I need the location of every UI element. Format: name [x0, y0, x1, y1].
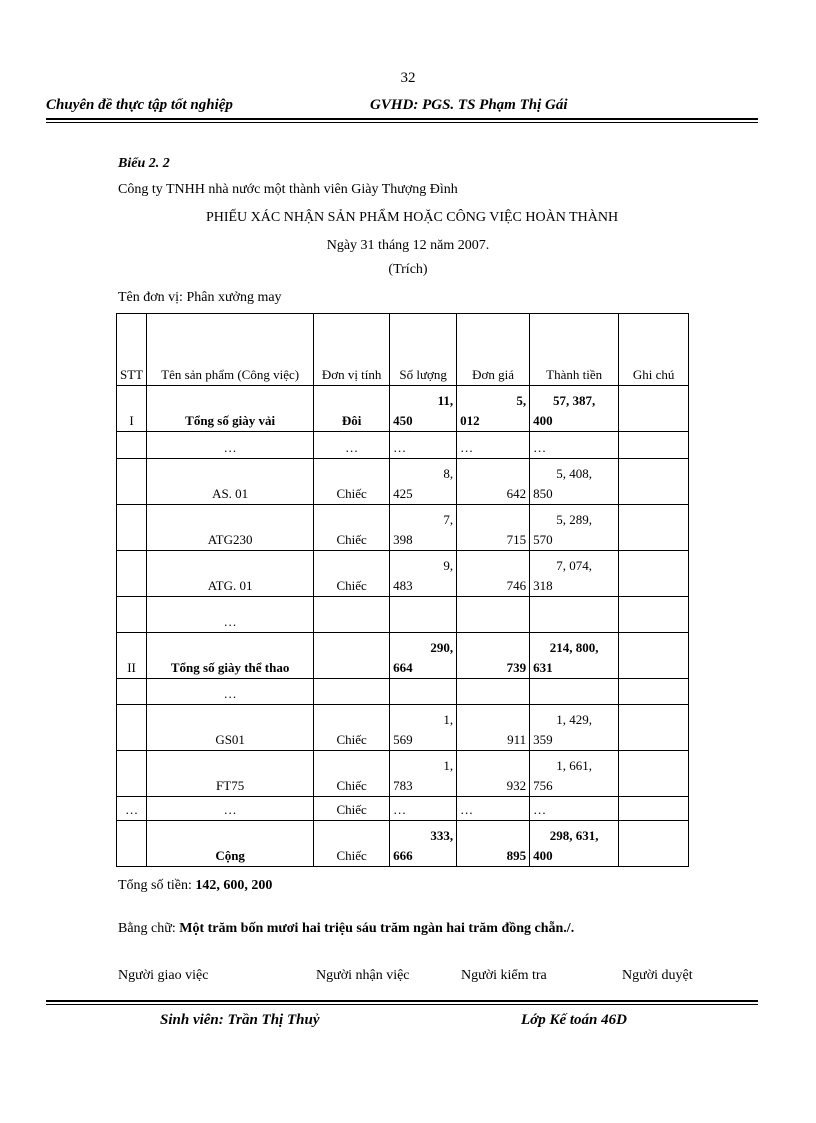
cell-product-name — [147, 751, 314, 797]
cell-stt — [117, 705, 147, 751]
cell-quantity — [390, 551, 457, 597]
cell-product-name — [147, 705, 314, 751]
total-value: 142, 600, 200 — [195, 878, 273, 893]
cell-unit-text: … — [345, 440, 359, 455]
cell-quantity-text: 1, — [443, 712, 454, 727]
cell-unit-price-text: 642 — [506, 486, 527, 501]
cell-amount-text: 359 — [533, 732, 553, 747]
cell-unit-price — [457, 705, 530, 751]
products-table — [116, 313, 689, 867]
cell-unit-price-text: … — [460, 440, 474, 455]
cell-amount — [530, 821, 619, 867]
cell-stt — [117, 633, 147, 679]
header-note: Ghi chú — [619, 314, 689, 386]
cell-note — [619, 821, 689, 867]
cell-quantity-text: … — [393, 802, 407, 817]
cell-amount-text: 298, 631, — [549, 828, 599, 843]
cell-unit — [314, 705, 390, 751]
cell-unit-price — [457, 386, 530, 432]
cell-unit-price-text: 715 — [506, 532, 527, 547]
cell-unit-price — [457, 679, 530, 705]
cell-stt — [117, 821, 147, 867]
header-stt: STT — [117, 314, 147, 386]
cell-amount-text: 400 — [533, 848, 553, 863]
cell-stt — [117, 386, 147, 432]
signature-approver: Người duyệt — [622, 968, 693, 983]
cell-amount — [530, 386, 619, 432]
cell-note — [619, 551, 689, 597]
cell-unit-text: Đôi — [341, 413, 362, 428]
cell-unit — [314, 751, 390, 797]
cell-unit-price-text: 5, — [516, 393, 527, 408]
cell-quantity — [390, 797, 457, 821]
cell-amount-text: 631 — [533, 660, 553, 675]
words-label: Bằng chữ: — [118, 921, 176, 936]
cell-unit-price — [457, 797, 530, 821]
signature-assigner: Người giao việc — [118, 968, 209, 983]
cell-quantity-text: 425 — [393, 486, 413, 501]
cell-unit — [314, 679, 390, 705]
table-row — [117, 679, 689, 705]
amount-in-words — [118, 921, 574, 937]
footer-rule — [46, 1000, 758, 1002]
extract-note: (Trích) — [388, 262, 428, 277]
cell-amount-text: 57, 387, — [553, 393, 596, 408]
cell-quantity — [390, 505, 457, 551]
cell-product-name — [147, 679, 314, 705]
cell-amount-text: … — [533, 440, 547, 455]
table-row — [117, 386, 689, 432]
cell-unit — [314, 821, 390, 867]
form-label: Biểu 2. 2 — [118, 156, 170, 171]
cell-unit-price-text: 895 — [506, 848, 527, 863]
cell-amount-text: … — [533, 802, 547, 817]
cell-stt-text: I — [129, 413, 134, 428]
cell-unit-price — [457, 551, 530, 597]
cell-stt — [117, 751, 147, 797]
cell-quantity — [390, 633, 457, 679]
cell-amount-text: 756 — [533, 778, 553, 793]
cell-note — [619, 797, 689, 821]
cell-amount-text: 850 — [533, 486, 553, 501]
cell-unit-text: Chiếc — [336, 532, 367, 547]
cell-amount-text: 5, 408, — [556, 466, 592, 481]
cell-product-name — [147, 551, 314, 597]
cell-unit-price-text: 932 — [506, 778, 527, 793]
cell-quantity — [390, 432, 457, 459]
document-title: PHIẾU XÁC NHẬN SẢN PHẨM HOẶC CÔNG VIỆC HOÀN THÀNH — [205, 210, 619, 225]
cell-stt — [117, 551, 147, 597]
cell-unit-price — [457, 751, 530, 797]
cell-unit-price-text: 012 — [460, 413, 480, 428]
cell-note — [619, 505, 689, 551]
cell-product-name — [147, 633, 314, 679]
cell-product-name-text: FT75 — [216, 778, 245, 793]
table-row — [117, 459, 689, 505]
cell-product-name-text: … — [223, 686, 237, 701]
cell-amount-text: 1, 661, — [556, 758, 592, 773]
cell-unit — [314, 459, 390, 505]
cell-stt — [117, 797, 147, 821]
cell-product-name — [147, 597, 314, 633]
cell-stt — [117, 679, 147, 705]
cell-quantity-text: 398 — [393, 532, 413, 547]
cell-unit-text: Chiếc — [336, 732, 367, 747]
cell-product-name-text: Cộng — [215, 848, 245, 863]
cell-amount — [530, 459, 619, 505]
cell-quantity-text: 783 — [393, 778, 413, 793]
cell-unit-price-text: 911 — [507, 732, 527, 747]
cell-quantity-text: 569 — [393, 732, 413, 747]
cell-unit — [314, 505, 390, 551]
cell-quantity — [390, 705, 457, 751]
cell-quantity-text: 1, — [443, 758, 454, 773]
table-row — [117, 705, 689, 751]
cell-amount-text: 1, 429, — [556, 712, 592, 727]
cell-quantity-text: 9, — [443, 558, 454, 573]
cell-amount — [530, 597, 619, 633]
cell-quantity-text: 11, — [437, 393, 454, 408]
cell-amount-text: 214, 800, — [549, 640, 599, 655]
footer-rule-thin — [46, 1004, 758, 1005]
company-name: Công ty TNHH nhà nước một thành viên Giày Thượng Đình — [118, 182, 458, 197]
cell-amount-text: 5, 289, — [556, 512, 592, 527]
cell-quantity — [390, 679, 457, 705]
header-advisor: GVHD: PGS. TS Phạm Thị Gái — [370, 97, 568, 113]
cell-note — [619, 386, 689, 432]
signature-receiver: Người nhận việc — [316, 968, 410, 983]
cell-unit-price — [457, 597, 530, 633]
cell-unit-text: Chiếc — [336, 486, 367, 501]
cell-quantity — [390, 459, 457, 505]
cell-note — [619, 597, 689, 633]
cell-amount — [530, 551, 619, 597]
cell-amount-text: 7, 074, — [556, 558, 592, 573]
table-header-row — [117, 314, 689, 386]
cell-quantity-text: 666 — [393, 848, 413, 863]
cell-amount-text: 570 — [533, 532, 553, 547]
cell-unit-price — [457, 821, 530, 867]
table-row — [117, 505, 689, 551]
cell-quantity-text: … — [393, 440, 407, 455]
cell-unit-price — [457, 505, 530, 551]
document-date: Ngày 31 tháng 12 năm 2007. — [326, 238, 490, 253]
cell-unit-price-text: … — [460, 802, 474, 817]
cell-amount — [530, 633, 619, 679]
cell-unit-price — [457, 633, 530, 679]
cell-quantity — [390, 597, 457, 633]
header-rule-thin — [46, 122, 758, 123]
cell-note — [619, 432, 689, 459]
cell-quantity-text: 664 — [393, 660, 413, 675]
cell-product-name — [147, 505, 314, 551]
header-amount: Thành tiền — [530, 314, 619, 386]
cell-product-name-text: GS01 — [215, 732, 245, 747]
cell-amount — [530, 705, 619, 751]
words-value: Một trăm bốn mươi hai triệu sáu trăm ngàn hai trăm đồng chẵn./. — [179, 921, 575, 936]
cell-amount — [530, 505, 619, 551]
cell-unit — [314, 551, 390, 597]
table-row — [117, 432, 689, 459]
cell-product-name-text: ATG230 — [207, 532, 253, 547]
footer-student: Sinh viên: Trần Thị Thuỷ — [160, 1012, 320, 1028]
cell-product-name-text: Tổng số giày vải — [185, 413, 276, 428]
cell-unit — [314, 597, 390, 633]
cell-product-name — [147, 432, 314, 459]
cell-unit-text: Chiếc — [336, 778, 367, 793]
cell-unit-text: Chiếc — [336, 578, 367, 593]
cell-product-name-text: … — [223, 440, 237, 455]
signature-inspector: Người kiểm tra — [461, 968, 547, 983]
cell-product-name-text: … — [223, 614, 237, 629]
cell-quantity-text: 290, — [430, 640, 454, 655]
cell-quantity — [390, 386, 457, 432]
cell-quantity — [390, 821, 457, 867]
cell-quantity-text: 7, — [443, 512, 454, 527]
table-row — [117, 751, 689, 797]
cell-product-name — [147, 386, 314, 432]
cell-amount — [530, 432, 619, 459]
cell-quantity-text: 450 — [393, 413, 413, 428]
unit-label: Tên đơn vị: Phân xưởng may — [118, 290, 282, 305]
table-row — [117, 821, 689, 867]
table-row — [117, 797, 689, 821]
cell-product-name-text: … — [223, 802, 237, 817]
cell-product-name-text: Tổng số giày thể thao — [170, 660, 290, 675]
cell-stt-text: II — [127, 660, 136, 675]
cell-stt — [117, 505, 147, 551]
cell-stt — [117, 597, 147, 633]
cell-product-name — [147, 797, 314, 821]
header-quantity: Số lượng — [390, 314, 457, 386]
total-label: Tổng số tiền: — [118, 878, 192, 893]
cell-product-name-text: AS. 01 — [212, 486, 249, 501]
cell-note — [619, 633, 689, 679]
cell-amount-text: 318 — [533, 578, 553, 593]
cell-note — [619, 705, 689, 751]
cell-stt — [117, 459, 147, 505]
cell-quantity-text: 333, — [430, 828, 454, 843]
cell-unit-text: Chiếc — [336, 848, 367, 863]
header-unit: Đơn vị tính — [314, 314, 390, 386]
cell-quantity-text: 483 — [393, 578, 413, 593]
cell-unit — [314, 797, 390, 821]
page-number: 32 — [400, 70, 416, 86]
cell-unit-price — [457, 459, 530, 505]
cell-stt — [117, 432, 147, 459]
table-row — [117, 633, 689, 679]
cell-note — [619, 679, 689, 705]
cell-amount — [530, 751, 619, 797]
cell-unit-price-text: 739 — [506, 660, 527, 675]
cell-unit — [314, 633, 390, 679]
cell-note — [619, 751, 689, 797]
header-rule — [46, 118, 758, 120]
cell-stt-text: … — [125, 802, 139, 817]
cell-unit-price-text: 746 — [506, 578, 527, 593]
cell-amount — [530, 797, 619, 821]
cell-quantity-text: 8, — [443, 466, 454, 481]
table-row — [117, 597, 689, 633]
cell-product-name — [147, 821, 314, 867]
cell-quantity — [390, 751, 457, 797]
cell-note — [619, 459, 689, 505]
cell-amount-text: 400 — [533, 413, 553, 428]
total-amount — [118, 878, 272, 894]
footer-class: Lớp Kế toán 46D — [521, 1012, 627, 1028]
table-row — [117, 551, 689, 597]
cell-product-name-text: ATG. 01 — [207, 578, 253, 593]
header-product-name: Tên sản phẩm (Công việc) — [147, 314, 314, 386]
cell-unit-price — [457, 432, 530, 459]
cell-amount — [530, 679, 619, 705]
cell-unit — [314, 432, 390, 459]
header-thesis-title: Chuyên đề thực tập tốt nghiệp — [46, 97, 233, 113]
cell-product-name — [147, 459, 314, 505]
header-unit-price: Đơn giá — [457, 314, 530, 386]
cell-unit — [314, 386, 390, 432]
cell-unit-text: Chiếc — [336, 802, 367, 817]
